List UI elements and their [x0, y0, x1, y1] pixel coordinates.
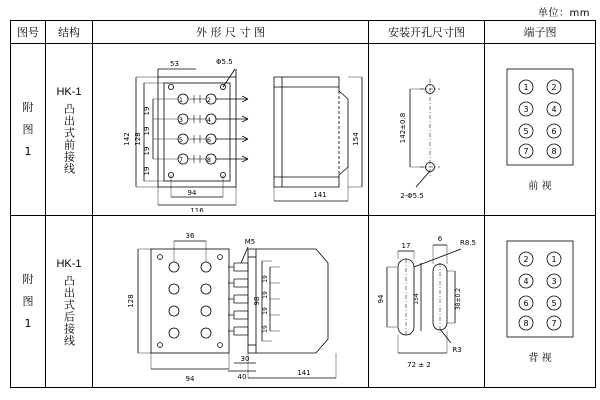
- dim-2-phi55: 2-Φ5.5: [399, 192, 424, 200]
- dim-154: 154: [351, 132, 360, 146]
- dim-40: 40: [237, 373, 246, 381]
- dim-19-c: 19: [142, 146, 151, 156]
- terminal-8: 8: [206, 156, 211, 164]
- dim-142: 142: [122, 132, 131, 146]
- dim-38-tol: 38±0.2: [454, 287, 462, 311]
- term-left-2: 3: [523, 104, 529, 114]
- row1-view-label: 前 视: [528, 180, 552, 192]
- row1-figure-no: [11, 44, 46, 216]
- dim-30: 30: [240, 355, 249, 363]
- dim-19-r2d: 19: [261, 325, 269, 333]
- spec-table: [10, 20, 596, 388]
- row1-structure: [46, 44, 93, 216]
- dim-19-d: 19: [142, 166, 151, 176]
- dim-116: 116: [189, 207, 204, 212]
- dim-R3: R3: [451, 346, 462, 354]
- term-right-4: 8: [551, 146, 557, 156]
- table-row: [11, 44, 596, 216]
- dim-94-mount: 94: [376, 294, 385, 304]
- dim-phi55: Φ5.5: [215, 58, 233, 66]
- dim-M5: M5: [244, 238, 255, 246]
- row2-terminal-drawing: [485, 216, 596, 388]
- terminal-2: 2: [206, 96, 211, 104]
- row2-struct-text: 凸出式后接线: [62, 274, 76, 347]
- terminal-4: 4: [206, 116, 211, 124]
- dim-141: 141: [312, 191, 327, 199]
- terminal-7: 7: [178, 156, 183, 164]
- row2-view-label: 背 视: [528, 352, 552, 364]
- row1-mount-drawing: [369, 44, 485, 216]
- dim-53: 53: [169, 60, 179, 68]
- term-right-3: 6: [551, 126, 557, 136]
- dim-98: 98: [252, 296, 261, 306]
- dim-6: 6: [437, 235, 442, 243]
- terminal-6: 6: [206, 136, 211, 144]
- table-row: [11, 216, 596, 388]
- dim-19-b: 19: [142, 126, 151, 136]
- term-left-3: 6: [523, 298, 529, 308]
- row2-mount-drawing: [369, 216, 485, 388]
- term-left-2: 4: [523, 276, 529, 286]
- row1-no-line3: 1: [24, 144, 32, 158]
- header-col-terminal: 端子图: [485, 21, 596, 44]
- table-header-row: [11, 21, 596, 44]
- dim-154-mount: 154: [412, 293, 420, 305]
- header-col-no: 图号: [11, 21, 46, 44]
- dim-94: 94: [187, 189, 196, 197]
- term-right-2: 4: [551, 104, 557, 114]
- dim-128: 128: [133, 132, 142, 146]
- term-left-3: 5: [523, 126, 529, 136]
- row2-outline-drawing: [93, 216, 369, 388]
- row2-structure: [46, 216, 93, 388]
- header-col-mount: 安装开孔尺寸图: [369, 21, 485, 44]
- row1-struct-text: 凸出式前接线: [62, 102, 76, 175]
- row2-no-line1: 附: [22, 272, 34, 286]
- term-left-4: 7: [523, 146, 529, 156]
- dim-17: 17: [401, 242, 410, 250]
- row1-terminal-drawing: [485, 44, 596, 216]
- terminal-3: 3: [178, 116, 183, 124]
- dim-19-r2c: 19: [261, 307, 269, 315]
- term-right-4: 7: [551, 318, 557, 328]
- dim-19-a: 19: [142, 106, 151, 116]
- dim-142-tol: 142±0.8: [398, 112, 407, 144]
- term-left-4: 8: [523, 318, 529, 328]
- row1-no-line2: 图: [22, 122, 34, 136]
- terminal-1: 1: [178, 96, 183, 104]
- term-right-3: 5: [551, 298, 557, 308]
- dim-141-r2: 141: [296, 369, 311, 377]
- dim-36: 36: [185, 232, 194, 240]
- term-left-1: 1: [523, 82, 529, 92]
- dim-R85: R8.5: [459, 239, 476, 247]
- row1-outline-drawing: [93, 44, 369, 216]
- row2-no-line2: 图: [22, 294, 34, 308]
- terminal-5: 5: [178, 136, 183, 144]
- term-right-1: 2: [551, 82, 557, 92]
- row1-no-line1: 附: [22, 100, 34, 114]
- row2-figure-no: [11, 216, 46, 388]
- term-left-1: 2: [523, 254, 529, 264]
- header-col-struct: 结构: [46, 21, 93, 44]
- dim-94-r2: 94: [185, 375, 194, 383]
- header-col-outline: 外 形 尺 寸 图: [93, 21, 369, 44]
- term-right-1: 1: [551, 254, 557, 264]
- dim-19-r2a: 19: [261, 275, 269, 283]
- row1-model: HK-1: [56, 85, 82, 98]
- dim-72-tol: 72 ± 2: [406, 361, 431, 369]
- dim-19-r2b: 19: [261, 291, 269, 299]
- unit-note: 单位：mm: [538, 8, 590, 19]
- row2-model: HK-1: [56, 257, 82, 270]
- row2-no-line3: 1: [24, 316, 32, 330]
- term-right-2: 3: [551, 276, 557, 286]
- dim-128-r2: 128: [126, 294, 135, 308]
